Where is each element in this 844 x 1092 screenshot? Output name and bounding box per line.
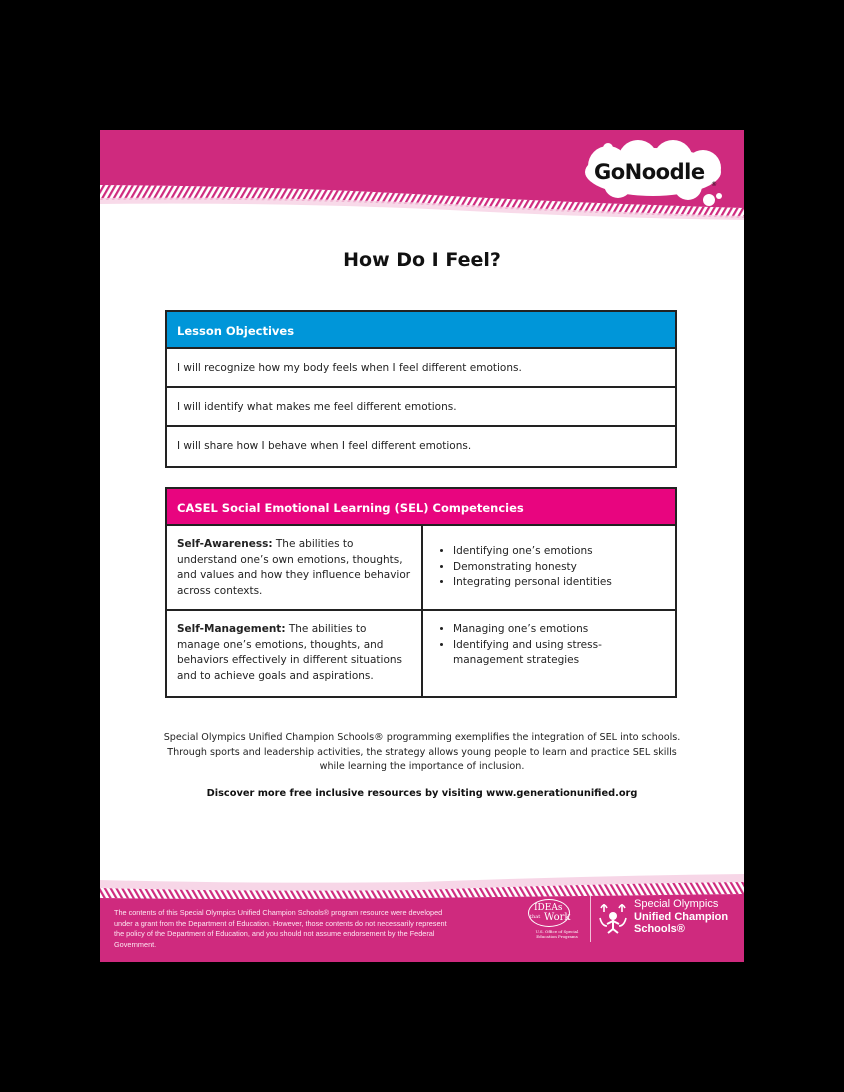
so-logo-line2: Unified Champion bbox=[634, 911, 729, 923]
sel-row-self-awareness bbox=[167, 526, 675, 611]
registered-mark: ® bbox=[711, 181, 717, 188]
skill-item: • Identifying one’s emotions bbox=[453, 544, 665, 560]
gonoodle-logo bbox=[578, 136, 728, 216]
lesson-objectives-heading: Lesson Objectives bbox=[167, 312, 675, 349]
competency-description bbox=[167, 526, 423, 609]
sel-integration-paragraph: Special Olympics Unified Champion Schools® programming exemplifies the integration of SEL into schools. Through sports and leadership activities, the strategy allows young people to learn and practice SEL skills while learning the importance of inclusion. bbox=[163, 732, 681, 772]
skill-item: • Managing one’s emotions bbox=[453, 622, 665, 638]
sel-competencies-table bbox=[165, 487, 677, 698]
ideas-logo-line1: IDEAs bbox=[534, 903, 563, 913]
skill-item: • Identifying and using stress-management strategies bbox=[453, 638, 665, 669]
sel-competencies-heading: CASEL Social Emotional Learning (SEL) Competencies bbox=[167, 489, 675, 526]
competency-text: The abilities to understand one’s own emotions, thoughts, and values and how they influence behavior across contexts. bbox=[177, 538, 411, 597]
so-logo-line3: Schools® bbox=[634, 923, 685, 935]
ideas-logo-line2: that bbox=[530, 914, 541, 920]
sel-row-self-management bbox=[167, 611, 675, 696]
gonoodle-wordmark: GoNoodle bbox=[594, 160, 705, 184]
objective-row: I will identify what makes me feel different emotions. bbox=[167, 388, 675, 427]
logo-divider bbox=[590, 896, 591, 942]
document-page bbox=[100, 130, 744, 962]
competency-skills bbox=[423, 611, 675, 696]
ideas-logo-line3: Work bbox=[544, 912, 571, 923]
competency-term: Self-Awareness: bbox=[177, 538, 273, 550]
competency-skills bbox=[423, 526, 675, 609]
page-title: How Do I Feel? bbox=[343, 249, 501, 271]
header-band bbox=[100, 130, 744, 230]
skill-item: • Integrating personal identities bbox=[453, 575, 665, 591]
special-olympics-figures-icon bbox=[598, 900, 628, 934]
so-logo-line1: Special Olympics bbox=[634, 898, 719, 910]
discover-resources-text: Discover more free inclusive resources by visiting www.generationunified.org bbox=[206, 788, 638, 799]
objective-row: I will recognize how my body feels when I feel different emotions. bbox=[167, 349, 675, 388]
federal-disclaimer: The contents of this Special Olympics Unified Champion Schools® program resource were developed under a grant from the Department of Education. However, those contents do not necessarily represent the policy of the Department of Education, and you should not assume endorsement by the Federal Government. bbox=[114, 908, 447, 949]
competency-term: Self-Management: bbox=[177, 623, 286, 635]
skills-list bbox=[433, 622, 665, 669]
skill-item: • Demonstrating honesty bbox=[453, 560, 665, 576]
ideas-that-work-logo bbox=[524, 897, 588, 947]
special-olympics-unified-logo bbox=[598, 898, 738, 938]
skills-list bbox=[433, 544, 665, 591]
competency-text: The abilities to manage one’s emotions, thoughts, and behaviors effectively in different situations and to achieve goals and aspirations. bbox=[177, 623, 403, 682]
competency-description bbox=[167, 611, 423, 696]
lesson-objectives-table bbox=[165, 310, 677, 468]
ideas-logo-caption: U.S. Office of Special Education Programs bbox=[535, 929, 579, 939]
objective-row: I will share how I behave when I feel different emotions. bbox=[177, 440, 472, 452]
